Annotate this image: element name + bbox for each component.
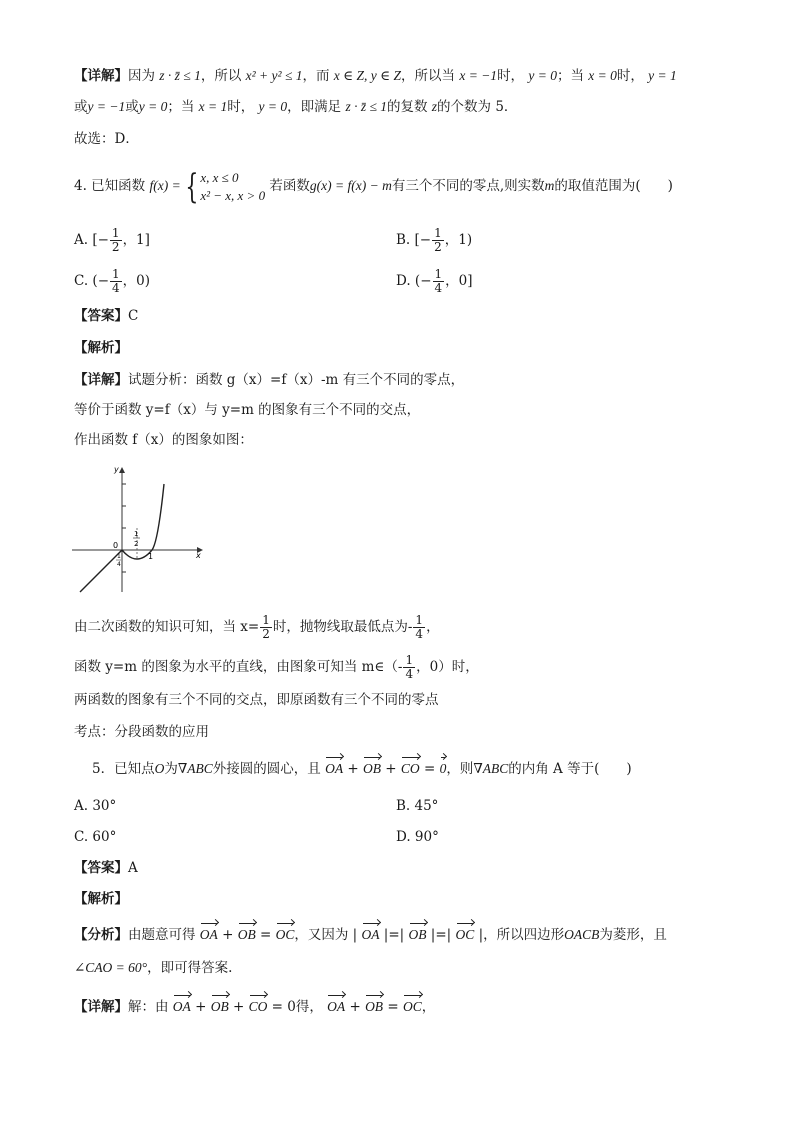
kaodian-line: 考点：分段函数的应用 bbox=[74, 724, 209, 740]
explain-line-3: 两函数的图象有三个不同的交点，即原函数有三个不同的零点 bbox=[74, 692, 439, 708]
question-4: 4. 已知函数 f(x) = { x, x ≤ 0 x² − x, x > 0 若函数g(x) = f(x) − m有三个不同的零点,则实数m的取值范围为( ) bbox=[74, 166, 673, 207]
detail-line-q4-1: 【详解】试题分析：函数 g（x）=f（x）-m 有三个不同的零点， bbox=[74, 372, 465, 388]
option-b: B. [− $\frac{1}{2}$ ，1) bbox=[396, 226, 473, 254]
label-half-n: 1 bbox=[134, 530, 139, 538]
option-d: D. (− $\frac{1}{4}$ ，0] bbox=[396, 267, 473, 295]
choose-line: 故选：D． bbox=[74, 131, 139, 147]
answer-line-4: 【答案】C bbox=[74, 308, 139, 324]
label-zero: 0 bbox=[113, 541, 119, 550]
option-5c: C. 60° bbox=[74, 829, 117, 845]
detail-line-2: 或y = −1或y = 0；当 x = 1时， y = 0，即满足 z · z̄ ≤ 1的复数 z的个数为 5． bbox=[74, 99, 518, 115]
branch-linear bbox=[80, 550, 122, 592]
function-graph bbox=[70, 462, 210, 597]
analysis-tag-4: 【解析】 bbox=[74, 340, 128, 356]
fenxi-line-2: ∠CAO = 60°，即可得答案. bbox=[74, 960, 233, 976]
option-5d: D. 90° bbox=[396, 829, 439, 845]
axis-label-y: y bbox=[114, 465, 119, 474]
explain-line-1: 由二次函数的知识可知，当 x= $\frac{1}{2}$ 时，抛物线取最低点为- $\frac{1}{4}$ ， bbox=[74, 613, 440, 641]
analysis-tag-5: 【解析】 bbox=[74, 891, 128, 907]
explain-line-2: 函数 y=m 的图象为水平的直线，由图象可知当 m∈（- $\frac{1}{4}$ ，0）时， bbox=[74, 653, 479, 681]
detail-tag: 【详解】 bbox=[74, 68, 128, 84]
detail-line-q4-3: 作出函数 f（x）的图象如图： bbox=[74, 432, 253, 448]
label-quarter-n: 1 bbox=[117, 553, 121, 560]
branch-parabola bbox=[122, 484, 164, 559]
label-quarter-d: 4 bbox=[117, 561, 121, 568]
option-5a: A. 30° bbox=[74, 798, 117, 814]
option-a: A. [− $\frac{1}{2}$ ，1] bbox=[74, 226, 150, 254]
detail-line-1: 【详解】因为 z · z̄ ≤ 1，所以 x² + y² ≤ 1，而 x ∈ Z, y ∈ Z，所以当 x = −1时， y = 0；当 x = 0时， y = 1 bbox=[74, 68, 677, 84]
option-5b: B. 45° bbox=[396, 798, 439, 814]
axis-label-x: x bbox=[196, 551, 201, 560]
fenxi-line-1: 【分析】由题意可得 OA + OB = OC，又因为 | OA |=| OB |=| OC |，所以四边形OACB为菱形，且 bbox=[74, 927, 667, 943]
question-5: 5．已知点O为∇ABC外接圆的圆心，且 OA + OB + CO = 0，则∇ABC的内角 A 等于( ) bbox=[92, 761, 632, 777]
option-c: C. (− $\frac{1}{4}$ ，0) bbox=[74, 267, 151, 295]
answer-line-5: 【答案】A bbox=[74, 860, 138, 876]
detail-line-q4-2: 等价于函数 y=f（x）与 y=m 的图象有三个不同的交点， bbox=[74, 402, 421, 418]
label-one: 1 bbox=[148, 552, 154, 561]
label-half-d: 2 bbox=[134, 540, 139, 548]
detail-line-5: 【详解】解：由 OA + OB + CO = 0得， OA + OB = OC， bbox=[74, 999, 436, 1015]
